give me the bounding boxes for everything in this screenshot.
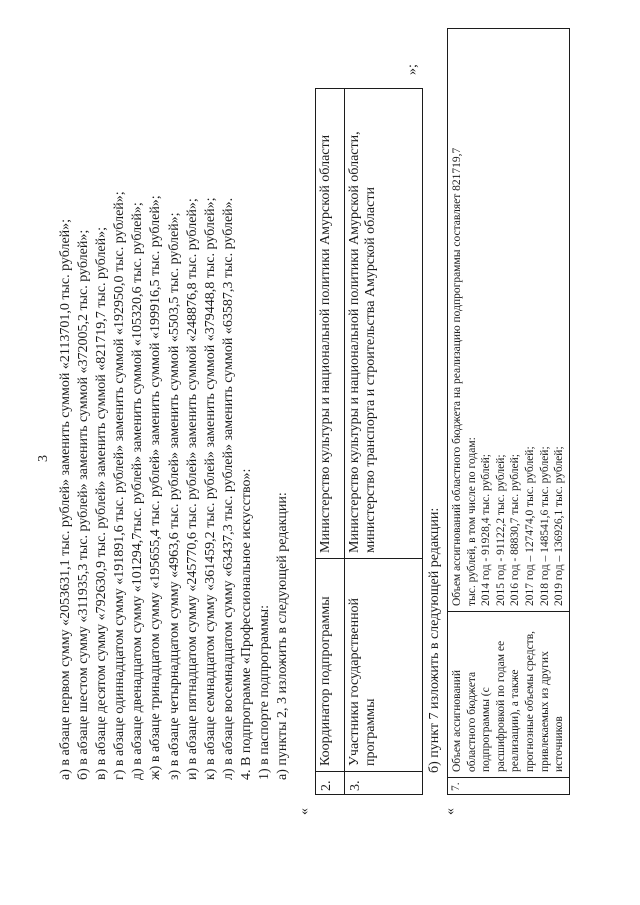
amendment-line: л) в абзаце восемнадцатом сумму «63437,3 тыс. рублей» заменить суммой «63587,3 тыс. рублей». — [220, 197, 236, 780]
funding-line: тыс. рублей, в том числе по годам: — [465, 437, 478, 606]
table-row — [345, 89, 423, 795]
funding-line: 2014 год - 91928,4 тыс. рублей; — [480, 454, 493, 606]
table-row — [448, 29, 570, 795]
funding-table — [447, 28, 570, 795]
amendment-line: к) в абзаце семнадцатом сумму «361459,2 тыс. рублей» заменить суммой «379448,8 тыс. рублей»; — [202, 197, 218, 780]
row-number: 3. — [345, 772, 423, 795]
open-quote: « — [443, 808, 458, 815]
row-number: 2. — [316, 772, 345, 795]
amendment-line: ж) в абзаце тринадцатом сумму «195655,4 тыс. рублей» заменить суммой «199916,5 тыс. рублей»; — [148, 195, 164, 780]
funding-line: 2017 год – 127474,0 тыс. рублей; — [523, 446, 536, 606]
funding-line: 2015 год - 91122,2 тыс. рублей; — [494, 454, 507, 606]
passport-table — [315, 88, 423, 795]
amendment-line: в) в абзаце десятом сумму «792630,9 тыс. рублей» заменить суммой «821719,7 тыс. рублей»; — [94, 226, 110, 780]
row-label: Координатор подпрограммы — [316, 559, 345, 772]
amendment-line: г) в абзаце одиннадцатом сумму «191891,6 тыс. рублей» заменить суммой «192950,0 тыс. рублей»; — [112, 191, 128, 780]
funding-line: 2018 год – 148541,6 тыс. рублей; — [538, 446, 551, 606]
close-quote: »; — [405, 64, 420, 75]
page-number: 3 — [36, 455, 51, 462]
funding-line: 2016 год - 88830,7 тыс. рублей; — [509, 454, 522, 606]
amendment-line: и) в абзаце пятнадцатом сумму «245770,6 тыс. рублей» заменить суммой «248876,8 тыс. рублей»; — [184, 198, 200, 780]
subsection-line: 1) в паспорте подпрограммы: — [257, 604, 273, 780]
funding-values — [448, 29, 570, 612]
amendment-line: д) в абзаце двенадцатом сумму «101294,7тыс. рублей» заменить суммой «105320,6 тыс. рублей»; — [130, 202, 146, 780]
row-number: 7. — [448, 778, 570, 795]
amendment-line: б) в абзаце шестом сумму «311935,3 тыс. рублей» заменить суммой «372005,2 тыс. рублей»; — [76, 229, 92, 780]
amendment-line: з) в абзаце четырнадцатом сумму «4963,6 тыс. рублей» заменить суммой «5503,5 тыс. рублей»; — [166, 212, 182, 780]
open-quote: « — [297, 808, 312, 815]
row-value: Министерство культуры и национальной политики Амурской области — [316, 89, 345, 559]
section-heading: 4. В подпрограмме «Профессиональное искусство»: — [238, 468, 254, 780]
funding-line: 2019 год – 136926,1 тыс. рублей; — [553, 446, 566, 606]
funding-line: Объем ассигнований областного бюджета на реализацию подпрограммы составляет 821719,7 — [451, 147, 463, 606]
row-label: Объем ассигнований областного бюджета подпрограммы (с расшифровкой по годам ее реализации), а также прогнозные объемы средств, привлекаемых из других источников — [448, 612, 570, 778]
row-value: Министерство культуры и национальной политики Амурской области, министерство транспорта и строительства Амурской области — [345, 89, 423, 559]
amendment-line: а) в абзаце первом сумму «2053631,1 тыс. рублей» заменить суммой «2113701,0 тыс. рублей»; — [58, 218, 73, 780]
amendments-list — [57, 20, 292, 780]
row-label: Участники государственной программы — [345, 559, 423, 772]
subsection-line: а) пункты 2, 3 изложить в следующей редакции: — [275, 492, 291, 780]
table-row — [316, 89, 345, 795]
item-7-lead: б) пункт 7 изложить в следующей редакции: — [427, 507, 442, 773]
